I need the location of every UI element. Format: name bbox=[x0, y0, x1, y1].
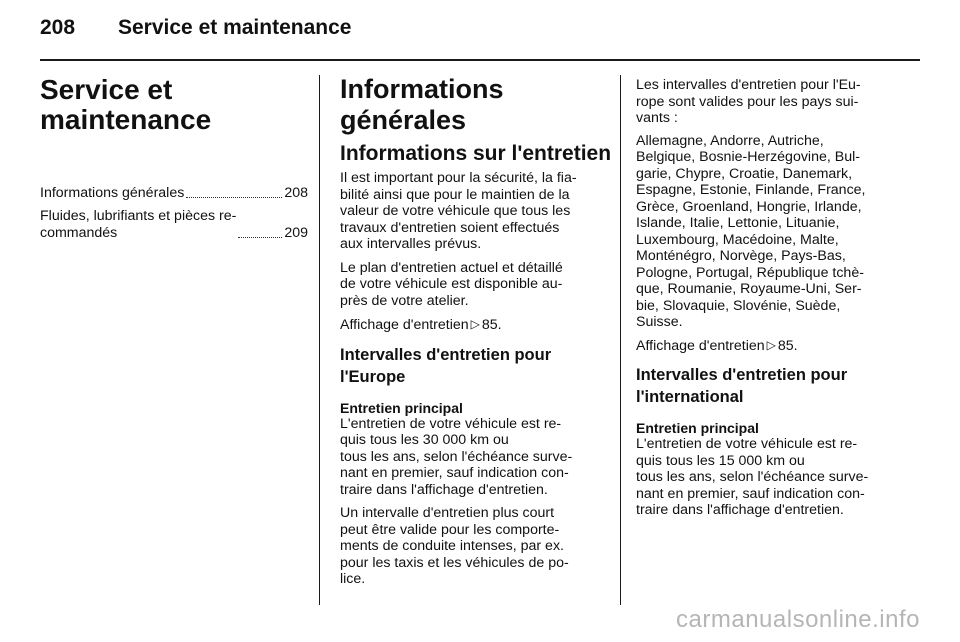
arrow-ref-icon: ▷ bbox=[470, 317, 480, 331]
main-service-text: L'entretien de votre véhicule est re- quis tous les 15 000 km ou tous les ans, selon l'échéance surve- nant en premier, sauf indication con- traire dans l'affichage d'entretien. bbox=[636, 436, 869, 518]
header-rule bbox=[40, 59, 920, 61]
toc-leader-dots bbox=[186, 197, 282, 198]
page-number: 208 bbox=[40, 16, 76, 39]
intro-paragraph: Il est important pour la sécurité, la fia- bilité ainsi que pour le maintien de la valeur de votre véhicule que tous les travaux d'entretien soient effectués aux intervalles prévus. bbox=[340, 170, 577, 252]
cross-reference[interactable] bbox=[636, 337, 916, 355]
watermark: carmanualsonline.info bbox=[676, 606, 920, 633]
toc-entry[interactable] bbox=[40, 185, 308, 202]
column-divider bbox=[620, 75, 621, 605]
short-interval-text: Un intervalle d'entretien plus court peut être valide pour les comporte- ments de conduite intenses, par ex. pour les taxis et les véhicules de po- lice. bbox=[340, 505, 569, 587]
cross-reference-text: Affichage d'entretien bbox=[340, 317, 469, 333]
detail-paragraph: Le plan d'entretien actuel et détaillé de votre véhicule est disponible au- près de votre atelier. bbox=[340, 259, 563, 309]
column-divider bbox=[319, 75, 320, 605]
main-service-text: L'entretien de votre véhicule est re- quis tous les 30 000 km ou tous les ans, selon l'échéance surve- nant en premier, sauf indication con- traire dans l'affichage d'entretien. bbox=[340, 415, 573, 498]
cross-reference-page: 85. bbox=[777, 337, 798, 354]
toc-entry[interactable] bbox=[40, 208, 308, 242]
subsection-title: Informations sur l'entretien bbox=[340, 142, 612, 165]
chapter-title: Service et maintenance bbox=[40, 74, 212, 135]
cross-reference-page: 85. bbox=[481, 317, 502, 333]
toc-entry-label: Fluides, lubrifiants et pièces re- commandés bbox=[40, 208, 237, 241]
content-column-middle bbox=[340, 74, 612, 595]
toc-entry-page: 208 bbox=[284, 185, 308, 201]
cross-reference[interactable] bbox=[340, 316, 612, 334]
table-of-contents bbox=[40, 185, 308, 242]
toc-entry-label: Informations générales bbox=[40, 185, 185, 201]
international-heading: Intervalles d'entretien pour l'international bbox=[636, 366, 848, 406]
validity-text: Les intervalles d'entretien pour l'Eu- rope sont valides pour les pays sui- vants : bbox=[636, 77, 861, 126]
content-column-right bbox=[636, 77, 916, 526]
chapter-column bbox=[40, 72, 308, 248]
running-title: Service et maintenance bbox=[118, 16, 352, 39]
toc-leader-dots bbox=[238, 237, 282, 238]
main-service-label: Entretien principal bbox=[636, 420, 759, 436]
cross-reference-text: Affichage d'entretien bbox=[636, 337, 765, 354]
arrow-ref-icon: ▷ bbox=[766, 337, 776, 352]
main-service-label: Entretien principal bbox=[340, 399, 463, 416]
countries-list: Allemagne, Andorre, Autriche, Belgique, Bosnie-Herzégovine, Bul- garie, Chypre, Croatie, Danemark, Espagne, Estonie, Finlande, France, Grèce, Groenland, Hongrie, Irlande, Islande, Italie, Lettonie, Lituanie, Luxembourg, Macédoine, Malte, Monténégro, Norvège, Pays-Bas, Pologne, Portugal, République tchè- que, Roumanie, Royaume-Uni, Ser- bie, Slovaquie, Slovénie, Suède, Suisse. bbox=[636, 132, 866, 330]
page-header bbox=[40, 16, 920, 46]
europe-heading: Intervalles d'entretien pour l'Europe bbox=[340, 345, 552, 386]
toc-entry-page: 209 bbox=[284, 225, 308, 241]
section-title: Informations générales bbox=[340, 74, 504, 135]
